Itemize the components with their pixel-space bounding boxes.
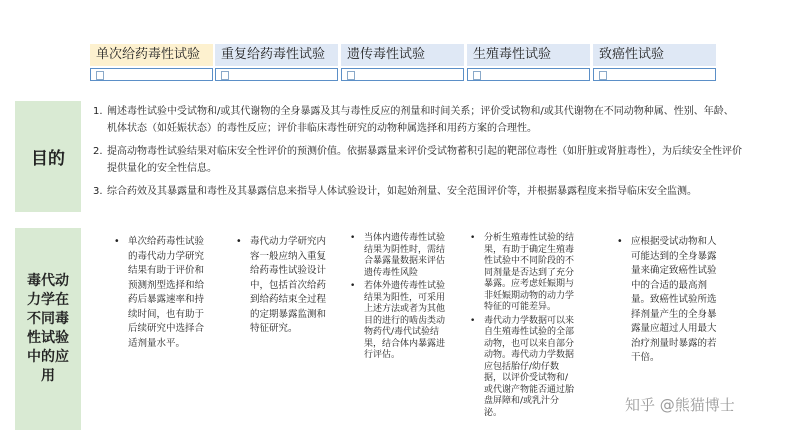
- watermark: 知乎 @熊猫博士: [625, 396, 735, 414]
- list-item: • 毒代动力学研究内容一般应纳入重复给药毒性试验设计中，包括首次给药到给药结束全过程的定期暴露监测和特征研究。: [236, 236, 327, 334]
- application-column-reproductive: [470, 233, 576, 419]
- list-item: • 单次给药毒性试验的毒代动力学研究结果有助于评价和预测剂型选择和给药后暴露速率和持续时间，也有助于后续研究中选择合适剂量水平。: [114, 236, 205, 349]
- tab-indicator: [593, 68, 716, 81]
- list-item: 1. 阐述毒性试验中受试物和/或其代谢物的全身暴露及其与毒性反应的剂量和时间关系；评价受试物和/或其代谢物在不同动物种属、性别、年龄、机体状态（如妊娠状态）的毒性反应；评价非临床毒性研究的动物种属选择和用药方案的合理性。: [93, 106, 734, 134]
- tab-genotoxicity[interactable]: 遗传毒性试验: [341, 44, 464, 66]
- list-item: • 分析生殖毒性试验的结果，有助于确定生殖毒性试验中不同阶段的不同剂量是否达到了充分暴露。应考虑妊娠期与非妊娠期动物的动力学特征的可能差异。: [470, 233, 575, 312]
- list-item: • 若体外遗传毒性试验结果为阳性，可采用上述方法或者为其他目的进行的啮齿类动物药代/毒代试验结果，结合体内暴露进行评估。: [350, 281, 446, 360]
- application-column-repeat-dose: [236, 235, 330, 337]
- objective-label: 目的: [15, 101, 81, 212]
- tab-carcinogenicity[interactable]: 致癌性试验: [593, 44, 716, 66]
- tab-single-dose[interactable]: 单次给药毒性试验: [90, 44, 213, 66]
- tab-repeat-dose[interactable]: 重复给药毒性试验: [215, 44, 338, 66]
- tab-indicator: [467, 68, 590, 81]
- application-column-genotoxicity: [350, 233, 452, 362]
- list-item: • 毒代动力学数据可以来自生殖毒性试验的全部动物，也可以来自部分动物。毒代动力学数据应包括胎仔/幼仔数据，以评价受试物和/或代谢产物能否通过胎盘屏障和/或乳汁分泌。: [470, 315, 575, 418]
- application-label: 毒代动力学在不同毒性试验中的应用: [15, 228, 81, 430]
- list-item: 2. 提高动物毒性试验结果对临床安全性评价的预测价值。依据暴露量来评价受试物蓄积引起的靶部位毒性（如肝脏或肾脏毒性），为后续安全性评价提供量化的安全性信息。: [93, 146, 742, 174]
- tab-indicator: [215, 68, 338, 81]
- list-item: • 应根据受试动物和人可能达到的全身暴露量来确定致癌性试验中的合适的最高剂量。致癌性试验所选择剂量产生的全身暴露量应超过人用最大治疗剂量时暴露的若干倍。: [617, 236, 717, 363]
- application-column-carcinogenicity: [617, 235, 719, 366]
- list-item: • 当体内遗传毒性试验结果为阴性时，需结合暴露量数据来评估遗传毒性风险: [350, 233, 446, 278]
- objective-list: [93, 103, 743, 200]
- tab-indicator: [341, 68, 464, 81]
- tab-reproductive[interactable]: 生殖毒性试验: [467, 44, 590, 66]
- tab-indicator: [90, 68, 213, 81]
- application-column-single-dose: [114, 235, 212, 351]
- list-item: 3. 综合药效及其暴露量和毒性及其暴露信息来指导人体试验设计，如起始剂量、安全范围评价等，并根据暴露程度来指导临床安全监测。: [93, 186, 697, 197]
